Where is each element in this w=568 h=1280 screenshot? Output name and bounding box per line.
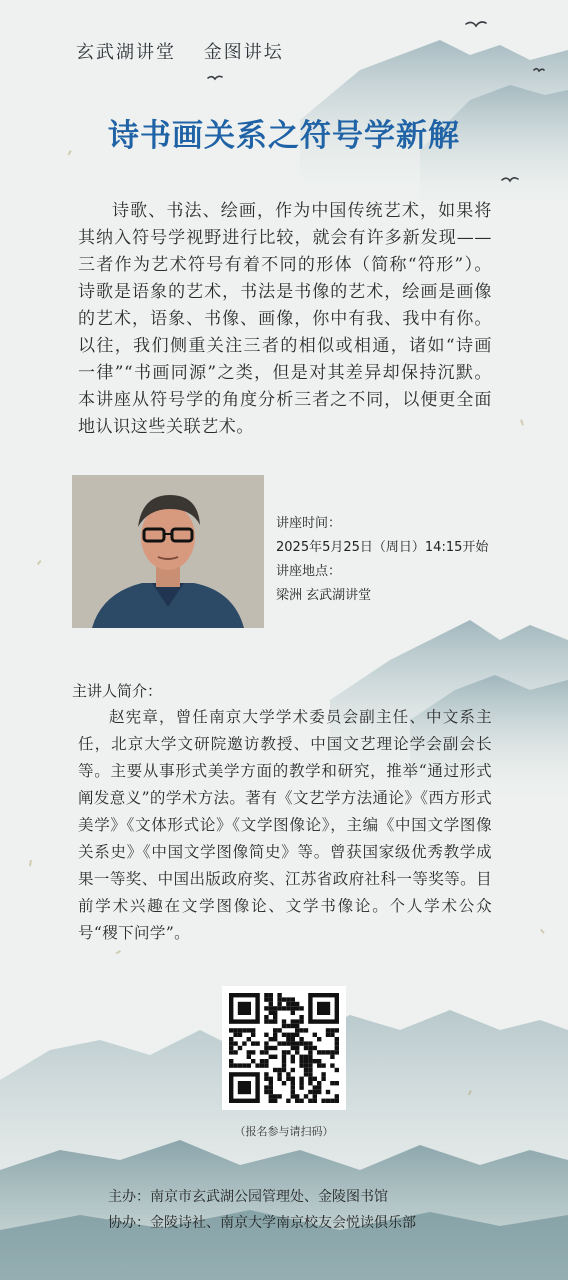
lecture-place-value: 梁洲 玄武湖讲堂 (276, 588, 372, 603)
qr-caption: （报名参与请扫码） (234, 1125, 334, 1138)
intro-section (78, 198, 492, 441)
speaker-photo (72, 475, 264, 628)
footer-host: 主办：南京市玄武湖公园管理处、金陵图书馆 (108, 1189, 388, 1205)
lecture-time-label: 讲座时间： (276, 516, 342, 531)
lecture-details (276, 512, 488, 608)
qr-code[interactable] (222, 986, 346, 1110)
header-org: 玄武湖讲堂 (76, 42, 176, 63)
lecture-place-label: 讲座地点： (276, 564, 342, 579)
intro-paragraph: 诗歌、书法、绘画，作为中国传统艺术，如果将其纳入符号学视野进行比较，就会有许多新发现——三者作为艺术符号有着不同的形体（简称“符形”）。诗歌是语象的艺术，书法是书像的艺术，绘画是画像的艺术，语象、书像、画像，你中有我、我中有你。以往，我们侧重关注三者的相似或相通，诸如“诗画一律”“书画同源”之类，但是对其差异却保持沉默。本讲座从符号学的角度分析三者之不同，以便更全面地认识这些关联艺术。 (78, 201, 492, 437)
page-title: 诗书画关系之符号学新解 (108, 118, 460, 154)
speaker-bio: 赵宪章，曾任南京大学学术委员会副主任、中文系主任，北京大学文研院邀访教授、中国文艺理论学会副会长等。主要从事形式美学方面的教学和研究，推举“通过形式阐发意义”的学术方法。著有《文艺学方法通论》《西方形式美学》《文体形式论》《文学图像论》，主编《中国文学图像关系史》《中国文学图像简史》等。曾获国家级优秀教学成果一等奖、中国出版政府奖、江苏省政府社科一等奖等。目前学术兴趣在文学图像论、文学书像论。个人学术公众号“稷下问学”。 (78, 708, 492, 942)
lecture-time-value: 2025年5月25日（周日）14:15开始 (276, 540, 489, 555)
header-line (76, 38, 284, 64)
footer-organizers (108, 1184, 416, 1236)
speaker-bio-section (78, 704, 492, 947)
footer-co-host: 协办：金陵诗社、南京大学南京校友会悦读俱乐部 (108, 1215, 416, 1231)
speaker-heading: 主讲人简介： (72, 682, 163, 700)
header-series: 金图讲坛 (203, 42, 284, 63)
